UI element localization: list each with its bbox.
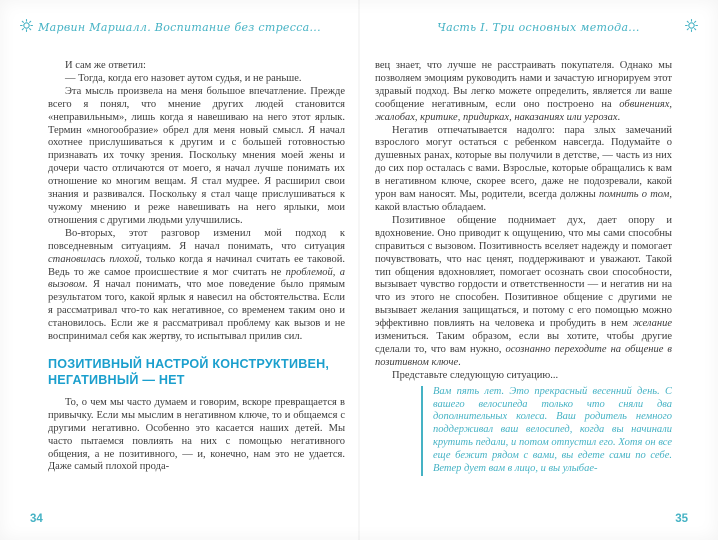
paragraph [48, 86, 345, 228]
paragraph [375, 215, 672, 370]
paragraph [48, 60, 345, 73]
page-number: 34 [30, 513, 43, 525]
paragraph [375, 60, 672, 125]
text-run: То, о чем мы часто думаем и говорим, вскоре превращается в привычку. Если мы мыслим в негативном ключе, то и общаемся с другими негативно. Особенно это касается наших детей. Мы часто пытаемся повлиять на них с помощью негативного общения, а не позитивного, — и, конечно, нам это не удается. Даже самый плохой прода- [48, 396, 345, 473]
page-body [375, 60, 672, 476]
text-run: вец знает, что лучше не расстраивать покупателя. Однако мы позволяем эмоциям руководить нами и зачастую игнорируем этот здравый подход. Вы легко можете определить, является ли ваше сообщение негативным, если оно построено на [375, 60, 672, 110]
paragraph [48, 397, 345, 474]
quote-block [421, 386, 672, 476]
page-right [359, 0, 718, 540]
text-run: . Я начал понимать, что мое поведение было прямым результатом того, какой ярлык я навесил на обстоятельства. Если я рассматривал что-то как негативное, со временем таким оно и становилось. Если же я рассматривал проблему как вызов и не воспринимал себя как жертву, то испытывал прилив сил. [48, 279, 345, 343]
text-run: Эта мысль произвела на меня большое впечатление. Прежде всего я понял, что мнение других людей становится «неправильным», лишь когда я навешиваю на него этот ярлык. Термин «многообразие» обрел для меня новый смысл. Я начал охотнее прислушиваться к другим и с большей готовностью признавать их точку зрения. Поскольку мнения моей жены и дочери часто отличаются от моего, я начал лучше понимать их отношение ко многим вещам. Я стал мудрее. Я расширил свои знания и развивался. Поскольку я стал чаще прислушиваться к чужому мнению и реже навешивать на него ярлыки, мои отношения с другими людьми улучшились. [48, 85, 345, 226]
text-run: И сам же ответил: [65, 60, 146, 71]
paragraph [375, 125, 672, 215]
text-run: Позитивное общение поднимает дух, дает опору и вдохновение. Оно приводит к ощущению, что мы сами способны справиться с вызовом. Позитивность вселяет надежду и помогает почувствовать, что нас ценят, поддерживают и уважают. Такой тип общения вдохновляет, помогает осознать свои способности, вызывает чувство гордости и ответственности — и негатив ни на что из этого не способен. Позитивное общение с другими не вызывает желания защищаться, и потому с его помощью можно эффективно повлиять на человека и пробудить в нем [375, 214, 672, 330]
page-number: 35 [675, 513, 688, 525]
text-run: осознанно переходите на общение в позитивном ключе [375, 343, 672, 368]
text-run: Представьте следующую ситуацию... [392, 369, 559, 381]
sun-icon [20, 19, 33, 32]
paragraph [48, 73, 345, 86]
text-run: измениться. Таким образом, если вы хотите, чтобы другие сделали то, что вам нужно, [375, 331, 672, 355]
sun-icon [685, 19, 698, 32]
text-run: Вам пять лет. Это прекрасный весенний день. С вашего велосипеда только что сняли два дополнительных колеса. Ваш родитель немного поддерживал ваш велосипед, когда вы начинали крутить педали, и потом отпустил его. Хотя он все еще бежит рядом с вами, вы едете сами по себе. Ветер дует вам в лицо, и вы улыбае- [433, 385, 672, 475]
text-run: , только когда я начинал считать ее таковой. Ведь то же самое происшествие я мог считать не [48, 253, 345, 278]
running-head: Часть I. Три основных метода... [437, 21, 640, 34]
page-header-right [359, 21, 718, 34]
paragraph [48, 228, 345, 344]
text-run: какой властью обладаем. [375, 201, 487, 213]
section-heading: ПОЗИТИВНЫЙ НАСТРОЙ КОНСТРУКТИВЕН, НЕГАТИВНЫЙ — НЕТ [48, 356, 330, 387]
text-run: — Тогда, когда его назовет аутом судья, и не раньше. [65, 72, 302, 84]
paragraph [375, 370, 672, 383]
page-body [48, 60, 345, 474]
text-run: становилась плохой [48, 253, 140, 265]
text-run: помнить о том, [598, 189, 672, 201]
page-header-left [0, 21, 359, 34]
text-run: . [617, 111, 621, 123]
text-run: желание [632, 318, 672, 330]
running-head: Марвин Маршалл. Воспитание без стресса... [38, 21, 321, 34]
text-run: обвинениях, жалобах, критике, придирках, наказаниях или угрозах [375, 98, 672, 123]
text-run: Негатив отпечатывается надолго: пара злых замечаний взрослого могут остаться с ребенком навсегда. Подумайте о душевных ранах, которые вы получили в детстве, — часть из них до сих пор осталась с вами. Взрослые, которые обращались к вам в негативном ключе, скорее всего, даже не подозревали, какой урон вам наносят. Мы, родители, всегда должны [375, 124, 672, 201]
text-run: Во-вторых, этот разговор изменил мой подход к повседневным ситуациям. Я начал понимать, что ситуация [48, 227, 345, 252]
text-run: . [458, 356, 461, 368]
text-run: проблемой, а вызовом [48, 266, 345, 291]
